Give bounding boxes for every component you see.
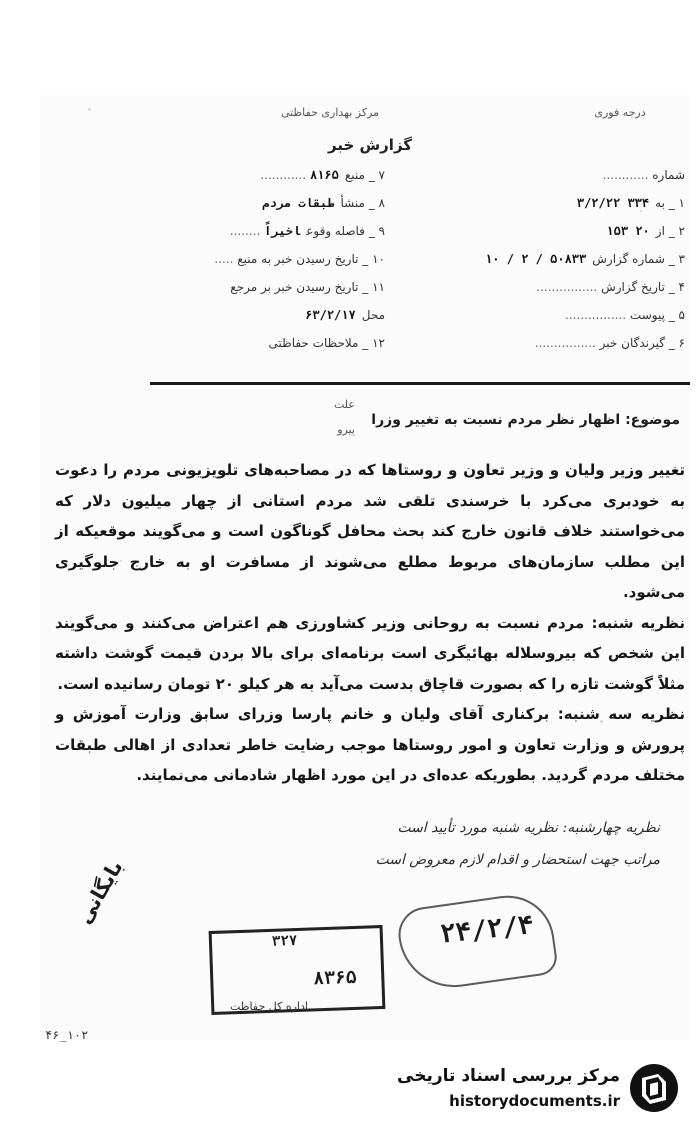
field-value: ۳۳۴ ۳/۲/۲۲ <box>576 196 650 210</box>
body-paragraph: نظریه شنبه: مردم نسبت به روحانی وزیر کشاورزی هم اعتراض می‌کنند و می‌گویند این شخص که بیروسلاله بهائیگری است برنامه‌ای برای بالا بردن قیمت گوشت داشته مثلاً گوشت تازه را که بصورت قاچاق بدست می‌آید به هر کیلو ۲۰ تومان رسانیده است. <box>55 613 685 693</box>
field-label: محل <box>361 308 385 322</box>
form-field-left: ۷ _ منبع۸۱۶۵ ............ <box>260 168 385 182</box>
form-row <box>60 336 685 364</box>
subject-line: موضوع: اظهار نظر مردم نسبت به تغییر وزرا <box>371 412 680 428</box>
stamp-number: ۸۳۶۵ <box>312 966 358 990</box>
form-row <box>60 196 685 224</box>
footer-watermark <box>397 1058 680 1118</box>
form-field-right: شماره ............ <box>602 168 685 182</box>
form-row <box>60 168 685 196</box>
form-field-left <box>269 336 385 350</box>
form-field-left <box>262 196 385 210</box>
report-body <box>55 455 685 791</box>
stamp-number: ۳۲۷ <box>271 932 298 950</box>
field-value: ۶۳/۲/۱۷ <box>305 308 356 322</box>
field-value: ۸۱۶۵ <box>309 168 339 182</box>
handwritten-line: نظریه چهارشنبه: نظریه شنبه مورد تأیید است <box>397 820 660 836</box>
field-label: ۶ _ گیرندگان خبر <box>599 336 685 350</box>
scribble-date: ۲۴/۲/۴ <box>438 910 536 950</box>
header-box-left: مرکز بهداری حفاظتی <box>280 106 380 119</box>
field-label: ۴ _ تاریخ گزارش <box>601 280 685 294</box>
form-row <box>60 280 685 308</box>
form-field-right <box>577 196 685 210</box>
field-value: ۵۰۸۳۳ / ۲ / ۱۰ <box>485 252 587 266</box>
form-field-left <box>230 280 385 294</box>
meta-reason: علت <box>333 398 355 411</box>
archive-logo-icon <box>628 1062 680 1114</box>
stamp-label: اداره کل حفاظت <box>230 1000 308 1013</box>
form-field-right <box>606 224 685 238</box>
form-field-right: ۵ _ پیوست ................ <box>565 308 685 322</box>
form-row <box>60 252 685 280</box>
meta-followup: پیرو <box>337 423 355 436</box>
form-row <box>60 308 685 336</box>
report-form <box>60 168 685 364</box>
handwritten-line: مراتب جهت استحضار و اقدام لازم معروض است <box>375 852 660 868</box>
field-label: ۳ _ شماره گزارش <box>592 252 685 266</box>
field-value: ۲۰ ۱۵۳ <box>606 224 650 238</box>
section-divider <box>150 382 690 385</box>
field-label: ۱ _ به <box>655 196 685 210</box>
archive-url[interactable]: historydocuments.ir <box>449 1092 620 1110</box>
field-label: شماره <box>652 168 685 182</box>
form-field-left: ۱۰ _ تاریخ رسیدن خبر به منبع ..... <box>214 252 385 266</box>
field-label: ۲ _ از <box>655 224 685 238</box>
form-field-right: ۴ _ تاریخ گزارش ................ <box>536 280 685 294</box>
handwritten-note <box>60 812 660 876</box>
field-label: ۵ _ پیوست <box>629 308 685 322</box>
body-paragraph: نظریه سه شنبه: برکناری آقای ولیان و خانم پارسا وزرای سابق وزارت آموزش و پرورش و وزارت تعاون و امور روستاها موجب رضایت خاطر تعدادی از اهالی طبقات مختلف مردم گردید. بطوریکه عده‌ای در این مورد اظهار شادمانی می‌نمایند. <box>55 705 685 784</box>
form-field-left <box>305 308 385 322</box>
field-value: طبقات مردم <box>262 196 335 210</box>
header-box-right: درجه فوری <box>594 106 646 119</box>
form-field-right <box>485 252 685 266</box>
report-title: گزارش خبر <box>327 136 413 154</box>
body-paragraph: تغییر وزیر ولیان و وزیر تعاون و روستاها که در مصاحبه‌های تلویزیونی مردم را دعوت به خودبری می‌کرد با خرسندی تلقی شد مردم استانی از چهار میلیون دلار که می‌خواستند خلاف قانون خارج کند بحث محافل گوناگون است و می‌گویند موقعیکه از این مطلب سازمان‌های مربوط مطلع می‌شوند از مسافرت او به خارج جلوگیری می‌شود. <box>55 461 685 601</box>
document-code: ۴۶_۱۰۲ <box>45 1028 89 1042</box>
form-field-left: ۹ _ فاصله وقوعاخیراً ........ <box>229 224 385 238</box>
field-label: ۸ _ منشأ <box>340 196 385 210</box>
field-label: ۷ _ منبع <box>344 168 385 182</box>
margin-signature: بایگانی <box>71 855 128 929</box>
field-value: اخیراً <box>264 224 301 238</box>
field-label: ۱۱ _ تاریخ رسیدن خبر بر مرجع <box>230 280 385 294</box>
form-row <box>60 224 685 252</box>
field-label: ۱۲ _ ملاحظات حفاظتی <box>268 336 385 350</box>
form-field-right: ۶ _ گیرندگان خبر ................ <box>534 336 685 350</box>
field-label: ۱۰ _ تاریخ رسیدن خبر به منبع <box>237 252 385 266</box>
archive-name: مرکز بررسی اسناد تاریخی <box>397 1066 620 1086</box>
field-label: ۹ _ فاصله وقوع <box>306 224 385 238</box>
